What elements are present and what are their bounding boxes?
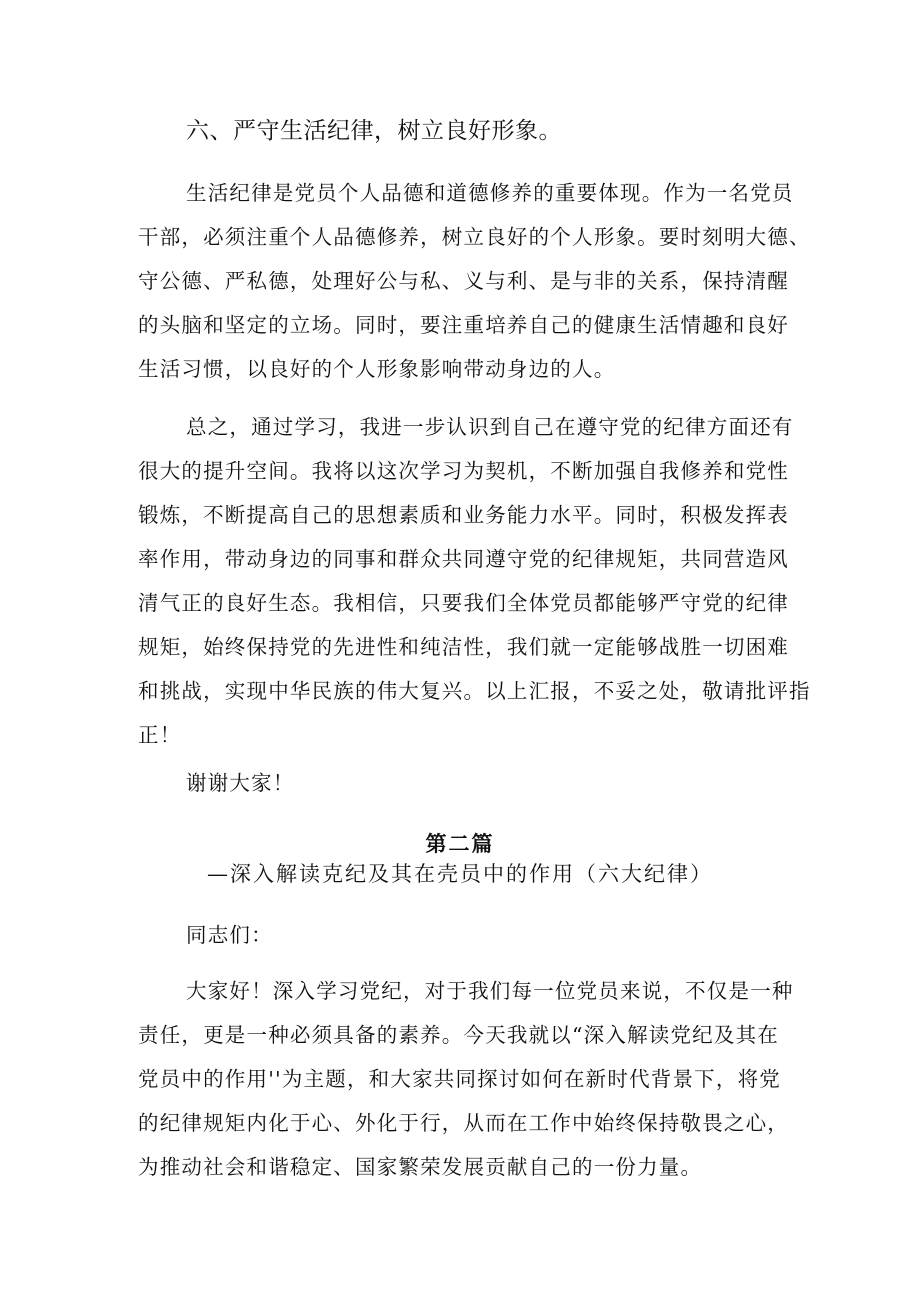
salutation: 同志们： [186,923,273,947]
paragraph2-line: 锻炼，不断提高自己的思想素质和业务能力水平。同时，积极发挥表 [138,503,789,527]
paragraph1-line: 生活纪律是党员个人品德和道德修养的重要体现。作为一名党员 [186,181,794,205]
part-title: 第二篇 [425,831,495,856]
paragraph2-line: 正！ [138,723,182,747]
section-heading: 六、严守生活纪律，树立良好形象。 [186,118,562,144]
paragraph3-line: 的纪律规矩内化于心、外化于行，从而在工作中始终保持敬畏之心， [138,1111,789,1135]
paragraph3-line: 责任，更是一种必须具备的素养。今天我就以“深入解读党纪及其在 [138,1023,779,1047]
paragraph1-line: 的头脑和坚定的立场。同时，要注重培养自己的健康生活情趣和良好 [138,313,789,337]
paragraph2-line: 总之，通过学习，我进一步认识到自己在遵守党的纪律方面还有 [186,415,794,439]
thanks-line: 谢谢大家！ [186,771,295,795]
paragraph3-line: 党员中的作用''为主题，和大家共同探讨如何在新时代背景下，将党 [138,1067,781,1091]
part-subtitle: —深入解读克纪及其在壳员中的作用（六大纪律） [207,862,713,886]
paragraph2-line: 规矩，始终保持党的先进性和纯洁性，我们就一定能够战胜一切困难 [138,635,789,659]
paragraph1-line: 生活习惯，以良好的个人形象影响带动身边的人。 [138,357,616,381]
paragraph1-line: 干部，必须注重个人品德修养，树立良好的个人形象。要时刻明大德、 [138,225,811,249]
paragraph2-line: 和挑战，实现中华民族的伟大复兴。以上汇报，不妥之处，敬请批评指 [138,679,811,703]
paragraph2-line: 清气正的良好生态。我相信，只要我们全体党员都能够严守党的纪律 [138,591,789,615]
paragraph1-line: 守公德、严私德，处理好公与私、义与利、是与非的关系，保持清醒 [138,269,789,293]
paragraph3-line: 为推动社会和谐稳定、国家繁荣发展贡献自己的一份力量。 [138,1155,703,1179]
paragraph3-line: 大家好！深入学习党纪，对于我们每一位党员来说，不仅是一种 [186,979,794,1003]
paragraph2-line: 很大的提升空间。我将以这次学习为契机，不断加强自我修养和党性 [138,459,789,483]
paragraph2-line: 率作用，带动身边的同事和群众共同遵守党的纪律规矩，共同营造风 [138,547,789,571]
